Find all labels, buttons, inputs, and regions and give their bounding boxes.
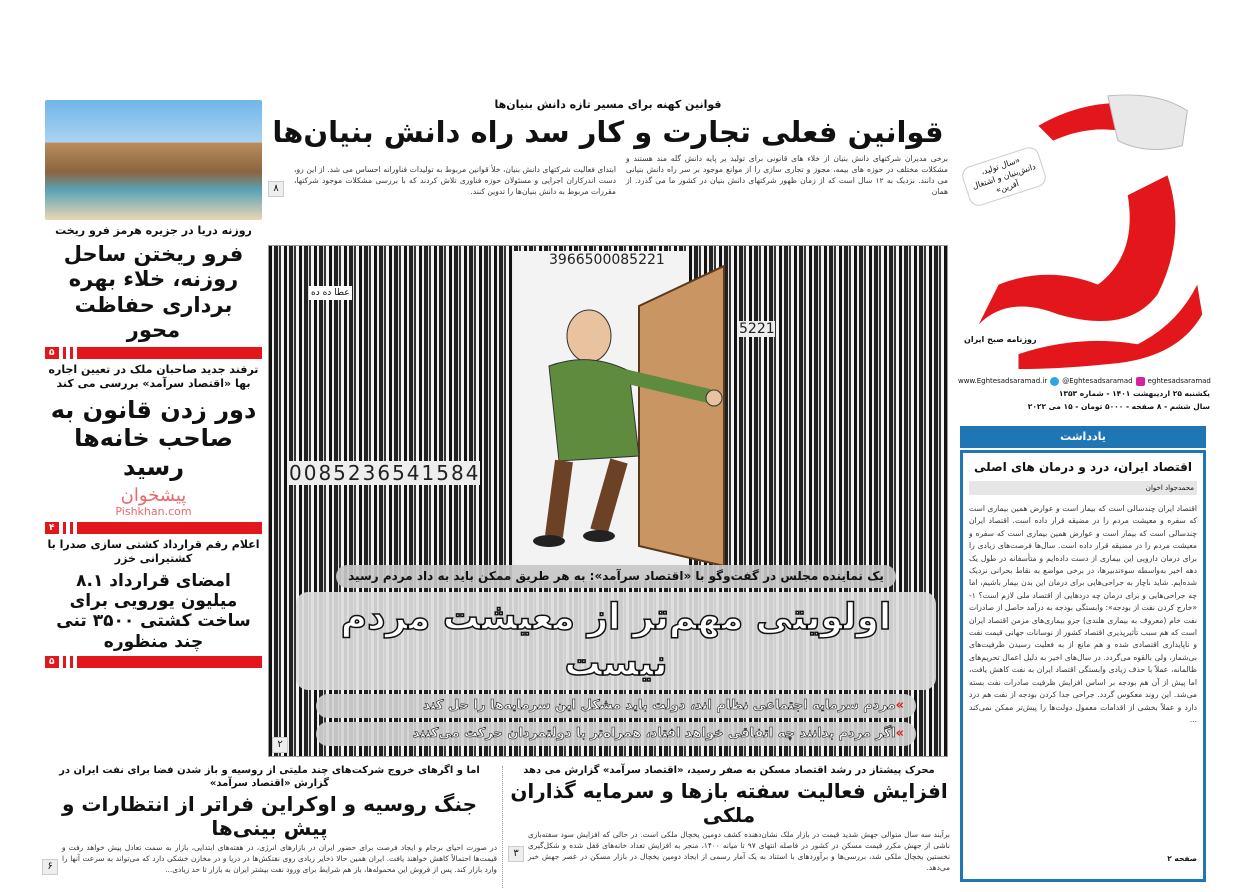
beach-photo [45, 100, 262, 220]
bottom-left-story [42, 764, 497, 875]
editorial-author: محمدجواد اخوان [969, 481, 1197, 495]
barcode-digits-top: 3966500085221 [549, 252, 665, 268]
website-link[interactable]: www.Eghtesadsaramad.ir [958, 377, 1048, 385]
bottom-left-body-row [42, 842, 497, 875]
telegram-handle[interactable]: @Eghtesadsaramad [1062, 377, 1133, 385]
editorial-body: اقتصاد ایران چندسالی است که بیمار است و عوارض همین بیماری است که سفره و معیشت مردم را در مضیقه قرار داده است. اقتصاد ایران چندسالی است که بیمار است و عوارض همین بیماری است که سفره و معیشت مردم را در مضیقه قرار داده است. سال‌ها فرصت‌های زیادی را برای درمان دارویی این بیماری از دست داده‌ایم و متأسفانه در طول یک دهه اخیر به‌واسطه سوءتدبیرها، در برخی مواضع به نقاط بحرانی نزدیک شده‌ایم. شاید ناچار به جراحی‌هایی برای درمان این بدن بیمار باشیم، اما چه جراحی‌هایی و برای درمان چه دردهایی از اقتصاد ملی لازم است؟ ۱- «خارج کردن نفت از بودجه»: وابستگی بودجه به درآمد حاصل از صادرات نفت خام (معروف به بیماری هلندی) جزو بیماری‌های مزمن اقتصاد ایران است که هم سبب تأثیرپذیری اقتصاد کشور از نوسانات جهانی قیمت نفت و ناپایداری اقتصادی شده و هم مانع از به فعلیت رسیدن ظرفیت‌های بی‌شمار، ولی بالقوه می‌گردد. در سال‌های اخیر به دلیل اعمال تحریم‌های ظالمانه، عملاً با حذف زیادی وابستگی اقتصاد ایران به نفت کاهش یافت، اما پیش از آن هم بودجه بر اساس افزایش ظرفیت صادرات نفت بسته می‌شد. این روند معکوس گردد. جراحی جدا کردن بودجه از نفت هم درد دارد و عملاً بخشی از اقدامات معمول دولت‌ها را پیش‌تر ممکن نمی‌کند ... [969, 504, 1197, 724]
masthead [958, 86, 1220, 374]
info-line: سال ششم - ۸ صفحه - ۵۰۰۰ تومان - ۱۵ می ۲۰۲۲ [1027, 402, 1210, 411]
cartoon [268, 245, 948, 757]
top-story-columns [268, 153, 948, 197]
masthead-info [958, 376, 1210, 412]
bottom-right-headline[interactable]: افزایش فعالیت سفته بازها و سرمایه گذاران ملکی [510, 779, 948, 827]
bottom-right-kicker: محرک پیشتاز در رشد اقتصاد مسکن به صفر رسید، «اقتصاد سرآمد» گزارش می دهد [523, 765, 935, 776]
main-story-kicker: یک نماینده مجلس در گفت‌وگو با «اقتصاد سرآمد»: به هر طریق ممکن باید به داد مردم رسید [336, 565, 896, 588]
watermark: پیشخوان Pishkhan.com [115, 485, 192, 518]
story1-page-bar: ۵ [45, 347, 262, 359]
story3-headline[interactable]: امضای قرارداد ۸.۱ میلیون یورویی برای ساخت کشتی ۳۵۰۰ تنی چند منظوره [56, 570, 251, 652]
story2-page-bar: ۴ [45, 522, 262, 534]
logo [958, 86, 1220, 374]
tagline: روزنامه صبح ایران [964, 335, 1037, 344]
page-number: ۳ [508, 846, 524, 862]
bottom-right-body-row [508, 829, 950, 872]
main-story-bullet: »مردم سرمایه اجتماعی نظام اند، دولت باید مشکل این سرمایه‌ها را حل کند [316, 694, 916, 718]
date-line: یکشنبه ۲۵ اردیبهشت ۱۴۰۱ - شماره ۱۳۵۳ [1058, 389, 1210, 398]
top-story-col-right: برخی مدیران شرکتهای دانش بنیان از خلاء های قانونی برای تولید بر پایه دانش گله مند هستند و مشکلات مختلف در حوزه های بیمه، مجوز و تجاری سازی را از موانع موجود بر سر راه دانش بنیانی می دانند. نزدیک به ۱۲ سال است که از زمان ظهور شرکتهای دانش بنیان در کشور ما می گذرد. از همان [626, 154, 948, 197]
center-column [268, 98, 948, 757]
editorial-title: اقتصاد ایران، درد و درمان های اصلی [974, 460, 1192, 474]
bottom-right-story [508, 764, 950, 872]
barcode-digits-side: 5221 [739, 321, 775, 337]
top-story [268, 98, 948, 245]
main-story-headline[interactable]: اولویتی مهم‌تر از معیشت مردم نیست [296, 592, 936, 690]
bullet-marker-icon: » [895, 698, 904, 713]
story3-kicker: اعلام رقم قرارداد کشتی سازی صدرا با کشتیرانی خزر [47, 537, 260, 566]
bottom-left-headline[interactable]: جنگ روسیه و اوکراین فراتر از انتظارات و پیش بینی‌ها [62, 792, 477, 840]
story1-kicker: روزنه دریا در جزیره هرمز فرو ریخت [55, 224, 252, 237]
bullet-marker-icon: » [895, 726, 904, 741]
editorial-box [960, 450, 1206, 882]
column-divider [502, 766, 503, 888]
top-story-headline[interactable]: قوانین فعلی تجارت و کار سد راه دانش بنیان‌ها [272, 115, 944, 150]
top-story-col-left: ابتدای فعالیت شرکتهای دانش بنیان، خلأ قوانین مربوط به تولیدات فناورانه احساس می شد. از این رو، دست اندرکاران اجرایی و مسئولان حوزه فناوری تلاش کردند که با بررسی مشکلات موجود شرکتها، مقررات مربوط به دانش بنیان‌ها را تدوین کنند. [294, 165, 616, 197]
bottom-left-kicker: اما و اگرهای خروج شرکت‌های چند ملیتی از روسیه و باز شدن فضا برای نفت ایران در گزارش «اقتصاد سرآمد» [59, 765, 480, 789]
top-story-kicker: قوانین کهنه برای مسیر تازه دانش بنیان‌ها [494, 98, 722, 111]
contact-bar [958, 376, 1210, 386]
page-number: ۲ [272, 737, 288, 753]
story2-kicker: ترفند جدید صاحبان ملک در تعیین اجاره بها «اقتصاد سرآمد» بررسی می کند [48, 363, 259, 391]
main-story-bullet: »اگر مردم بدانند چه اتفاقی خواهد افتاد، همراه‌تر با دولتمردان حرکت می‌کنند [316, 722, 916, 746]
editorial-section-bar: یادداشت [960, 426, 1206, 448]
telegram-icon [1050, 377, 1059, 386]
page-number: ۸ [268, 181, 284, 197]
instagram-handle[interactable]: eghtesadsaramad [1147, 377, 1211, 385]
page-number: ۶ [42, 859, 58, 875]
editorial-continued: صفحه ۲ [1167, 854, 1197, 863]
logo-slogan: «سال تولید، دانش‌بنیان و اشتغال آفرین» [960, 145, 1049, 209]
story2-headline[interactable]: دور زدن قانون به صاحب خانه‌ها رسید [50, 395, 257, 482]
instagram-icon [1136, 377, 1145, 386]
barcode-digits: 0085236541584 [289, 461, 481, 485]
bottom-right-body: برآیند سه سال متوالی جهش شدید قیمت در بازار ملک نشان‌دهنده کشف دومین یخچال ملکی است. در حالی که افزایش سود سفته‌بازی ناشی از جهش مکرر قیمت مسکن در کشور در فاصله انتهای ۹۷ تا میانه ۱۴۰۰، منجر به افزایش تعداد خانه‌های قفل شده و شکل‌گیری نخستین یخچال ملکی شد، بررسی‌ها و برآوردهای با استناد به یک آمار رسمی از ایجاد دومین یخچال در بازار مسکن در عصر جهش خبر می‌دهد. [528, 830, 950, 872]
story1-headline[interactable]: فرو ریختن ساحل روزنه، خلاء بهره برداری حفاظت محور [63, 242, 244, 342]
cartoon-signature: عطا ده ده [311, 288, 350, 298]
main-story-overlay [295, 565, 937, 746]
story3-page-bar: ۵ [45, 656, 262, 668]
left-column [45, 100, 262, 668]
bottom-left-body: در صورت احیای برجام و ایجاد فرصت برای حضور ایران در بازارهای انرژی، در هفته‌های ابتدایی، بازار به سمت تعادل پیش خواهد رفت و قیمت‌ها احتمالاً کاهش خواهند یافت. ایران همین حالا ذخایر زیادی روی نفتکش‌ها در دریا و در مخازن خشکی دارد که می‌تواند به سرعت آنها را وارد بازار کند. پس از فروش این محموله‌ها، باز هم شرایط برای ورود نفت بیشتر ایران به بازار تا حد زیادی... [62, 843, 497, 874]
